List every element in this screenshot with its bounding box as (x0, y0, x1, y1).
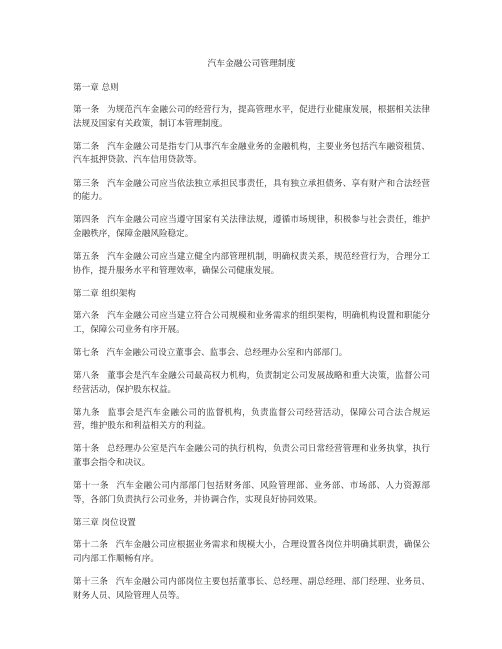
article-number: 第二条 (73, 141, 100, 152)
document-title: 汽车金融公司管理制度 (207, 59, 296, 69)
article-text: 汽车金融公司应当建立符合公司规模和业务需求的组织架构，明确机构设置和职能分工，保障公司业务有序开展。 (73, 311, 430, 335)
article-number: 第十二条 (73, 540, 108, 551)
chapter-heading: 第二章 组织架构 (73, 288, 136, 299)
article-text: 总经理办公室是汽车金融公司的执行机构，负责公司日常经营管理和业务执掌，执行董事会指令和决议。 (73, 444, 430, 468)
article-number: 第四条 (73, 215, 100, 226)
document-body (73, 58, 430, 613)
article-number: 第六条 (73, 311, 100, 322)
article-text: 汽车金融公司设立董事会、监事会、总经理办公室和内部部门。 (106, 347, 348, 358)
article-text: 董事会是汽车金融公司最高权力机构，负责制定公司发展战略和重大决策，监督公司经营活动，保护股东权益。 (73, 371, 430, 395)
article-text: 汽车金融公司应当依法独立承担民事责任，具有独立承担债务、享有财产和合法经营的能力。 (73, 178, 430, 203)
article-number: 第七条 (73, 347, 99, 358)
article-number: 第五条 (73, 251, 100, 262)
article-text: 汽车金融公司应当建立健全内部管理机制，明确权责关系，规范经营行为，合理分工协作，提升服务水平和管理效率，确保公司健康发展。 (73, 251, 430, 276)
article-number: 第一条 (73, 105, 100, 116)
article-number: 第十一条 (73, 481, 109, 492)
article-paragraph (73, 251, 430, 278)
article-paragraph (73, 104, 430, 131)
chapter-heading: 第三章 岗位设置 (73, 517, 136, 528)
article-text: 为规范汽车金融公司的经营行为，提高管理水平，促进行业健康发展，根据相关法律法规及国家有关政策，制订本管理制度。 (73, 105, 430, 129)
article-paragraph (73, 214, 430, 241)
article-text: 监事会是汽车金融公司的监督机构，负责监督公司经营活动，保障公司合法合规运营，维护股东和利益相关方的利益。 (73, 407, 430, 432)
article-number: 第十条 (73, 444, 100, 455)
article-paragraph (73, 443, 430, 470)
chapter-heading: 第一章 总则 (73, 82, 119, 93)
article-paragraph (73, 576, 430, 603)
article-paragraph (73, 370, 430, 397)
article-number: 第十三条 (73, 577, 108, 588)
article-text: 汽车金融公司是指专门从事汽车金融业务的金融机构，主要业务包括汽车融资租赁、汽车抵押贷款、汽车信用贷款等。 (73, 141, 430, 166)
article-paragraph (73, 407, 430, 434)
article-text: 汽车金融公司应当遵守国家有关法律法规，遵循市场规律，积极参与社会责任，维护金融秩序，保障金融风险稳定。 (73, 215, 430, 239)
article-paragraph (73, 539, 430, 566)
article-number: 第三条 (73, 178, 100, 189)
document-sections (73, 82, 430, 604)
article-paragraph (73, 347, 430, 361)
article-number: 第八条 (73, 371, 100, 381)
article-text: 汽车金融公司内部岗位主要包括董事长、总经理、副总经理、部门经理、业务员、财务人员、风险管理人员等。 (73, 577, 430, 601)
article-paragraph (73, 141, 430, 168)
article-paragraph (73, 310, 430, 337)
article-number: 第九条 (73, 407, 100, 418)
article-paragraph (73, 178, 430, 205)
article-text: 汽车金融公司应根据业务需求和规模大小，合理设置各岗位并明确其职责，确保公司内部工作顺畅有序。 (73, 540, 430, 564)
article-text: 汽车金融公司内部部门包括财务部、风险管理部、业务部、市场部、人力资源部等，各部门负责执行公司业务，并协调合作，实现良好协同效果。 (73, 481, 430, 505)
article-paragraph (73, 480, 430, 507)
